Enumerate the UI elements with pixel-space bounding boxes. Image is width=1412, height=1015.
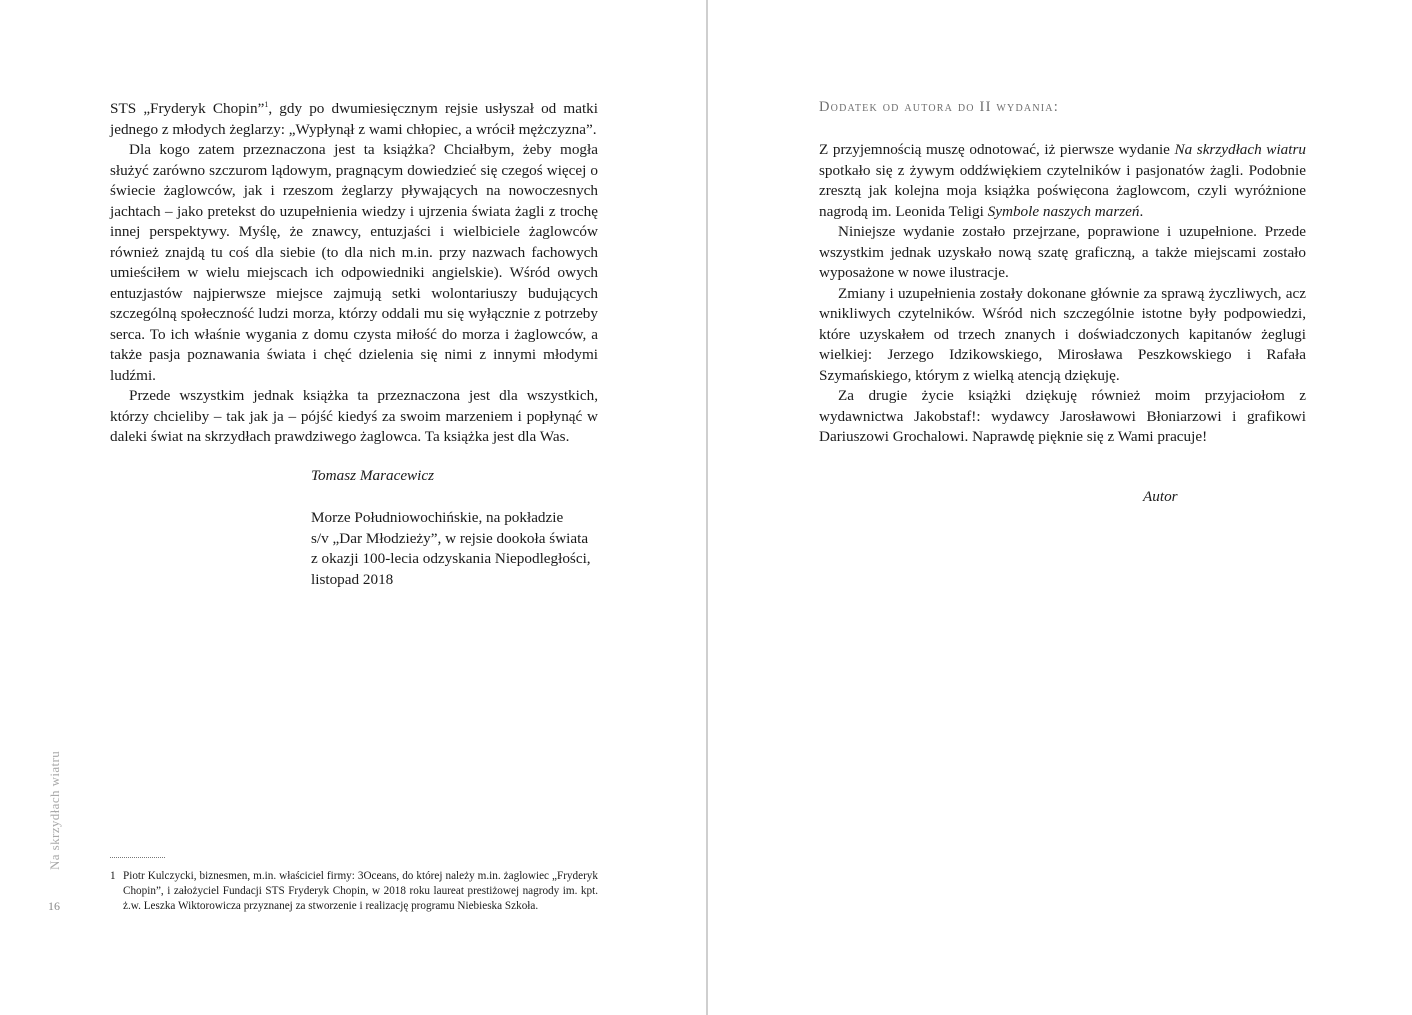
- footnote-reference[interactable]: 1: [264, 99, 269, 109]
- author-signature: Tomasz Maracewicz: [311, 467, 435, 484]
- page-number: 16: [48, 899, 60, 913]
- right-paragraph-1: Z przyjemnością muszę odnotować, iż pierwsze wydanie Na skrzydłach wiatru spotkało się z żywym oddźwiękiem czytelników i pasjonatów żagli. Podobnie zresztą jak kolejna moja książka poświęcona żaglowcom, czyli wyróżnione nagrodą im. Leonida Teligi Symbole naszych marzeń.: [819, 141, 1306, 220]
- dateline-line: Morze Południowochińskie, na pokładzie: [311, 509, 564, 526]
- author-signature: Autor: [1143, 488, 1178, 505]
- right-paragraph-4: Za drugie życie książki dziękuję również moim przyjaciołom z wydawnictwa Jakobstaf!: wydawcy Jarosławowi Błoniarzowi i grafikowi Dariuszowi Grochalowi. Naprawdę pięknie się z Wami pracuje!: [819, 387, 1306, 445]
- footnote: [110, 869, 598, 914]
- right-page: [708, 0, 1412, 1015]
- left-paragraph-2: Dla kogo zatem przeznaczona jest ta książka? Chciałbym, żeby mogła służyć zarówno szczurom lądowym, pragnącym dowiedzieć się czegoś więcej o świecie żaglowców, jak i rzeszom żeglarzy pływających na nowoczesnych jachtach – jako pretekst do uzupełnienia wiedzy i ujrzenia świata żagli z trochę innej perspektywy. Myślę, że znawcy, entuzjaści i wielbiciele żaglowców również znajdą tu coś dla siebie (to dla nich m.in. przy nazwach fachowych umieściłem w wielu miejscach ich odpowiedniki angielskie). Wśród owych entuzjastów najpierwsze miejsce zajmują setki wolontariuszy budujących szczególną społeczność ludzi morza, którzy oddali mu się wyłącznie z potrzeby serca. To ich właśnie wygania z domu czysta miłość do morza i żaglowców, a także pasja poznawania świata i chęć dzielenia się nimi z innymi młodymi ludźmi.: [110, 141, 598, 384]
- right-body-text: [819, 140, 1306, 448]
- running-head: Na skrzydłach wiatru: [47, 750, 62, 870]
- book-title: Na skrzydłach wiatru: [1174, 141, 1306, 158]
- left-paragraph-3: Przede wszystkim jednak książka ta przeznaczona jest dla wszystkich, którzy chcieliby – tak jak ja – pójść kiedyś za swoim marzeniem i popłynąć w daleki świat na skrzydłach prawdziwego żaglowca. Ta książka jest dla Was.: [110, 387, 598, 445]
- footnote-text: Piotr Kulczycki, biznesmen, m.in. właściciel firmy: 3Oceans, do której należy m.in. żaglowiec „Fryderyk Chopin”, i założyciel Fundacji STS Fryderyk Chopin, w 2018 roku laureat prestiżowej nagrody im. kpt. ż.w. Leszka Wiktorowicza przyznanej za stworzenie i realizację programu Niebieska Szkoła.: [123, 870, 598, 912]
- right-paragraph-3: Zmiany i uzupełnienia zostały dokonane głównie za sprawą życzliwych, acz wnikliwych czytelników. Wśród nich szczególnie istotne były podpowiedzi, które uzyskałem od trzech znanych i doświadczonych kapitanów żeglugi wielkiej: Jerzego Idzikowskiego, Mirosława Peszkowskiego i Rafała Szymańskiego, którym z wielką atencją dziękuję.: [819, 284, 1306, 384]
- dateline-line: z okazji 100-lecia odzyskania Niepodległości,: [311, 550, 591, 567]
- book-title: Symbole naszych marzeń: [987, 202, 1140, 220]
- dateline-line: s/v „Dar Młodzieży”, w rejsie dookoła świata: [311, 529, 589, 547]
- left-paragraph-1: STS „Fryderyk Chopin”$^1$, gdy po dwumiesięcznym rejsie usłyszał od matki jednego z młodych żeglarzy: „Wypłynął z wami chłopiec, a wrócił mężczyzna”.: [110, 99, 598, 138]
- left-body-text: [110, 99, 598, 448]
- right-paragraph-2: Niniejsze wydanie zostało przejrzane, poprawione i uzupełnione. Przede wszystkim jednak uzyskało nową szatę graficzną, a także miejscami zostało wyposażone w nowe ilustracje.: [819, 223, 1306, 281]
- footnote-divider: [110, 857, 165, 858]
- footnote-number: 1: [110, 870, 116, 882]
- dateline-line: listopad 2018: [311, 570, 394, 588]
- dateline: [311, 508, 611, 590]
- section-heading: Dodatek od autora do II wydania:: [819, 99, 1059, 115]
